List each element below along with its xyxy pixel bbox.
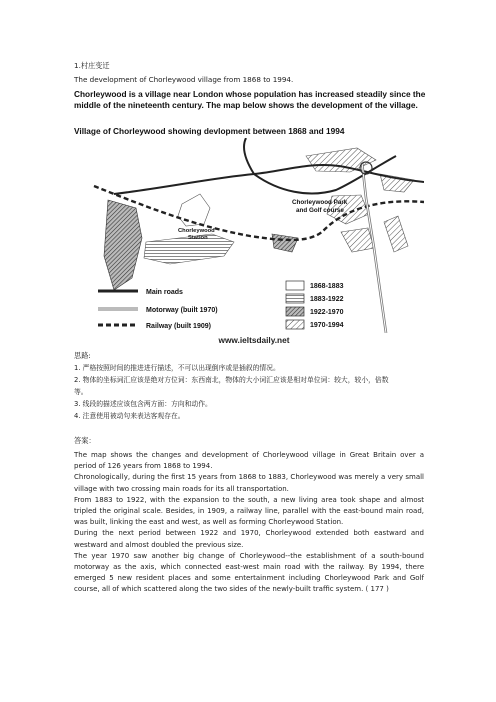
area-1922-1970-east: [272, 234, 298, 252]
legend-main-roads: Main roads: [146, 289, 183, 296]
main-road-east-west: [114, 165, 424, 194]
answer-body: [74, 450, 424, 596]
legend-1868-1883: 1868-1883: [310, 283, 344, 290]
legend-1883-1922: 1883-1922: [310, 296, 344, 303]
approach-label: 思路:: [74, 351, 91, 360]
legend-1970-1994: 1970-1994: [310, 322, 344, 329]
railway-line: [94, 186, 424, 240]
area-1970-1994-south: [341, 228, 374, 252]
task-intro: The development of Chorleywood village from 1868 to 1994.: [74, 75, 294, 84]
answer-paragraph: The year 1970 saw another big change of Chorleywood--the establishment of a south-bound motorway as the axis, which connected east-west main road with the railway. By 1994, there emerged 5 new resident places and some entertainment including Chorleywood Park and Golf course, all of which scattered along the two sides of the newly-built traffic system. ( 177 ): [74, 551, 424, 594]
park-label-line1: Chorleywood Park: [292, 199, 348, 206]
approach-step-2-cont: 等。: [74, 388, 88, 396]
station-label-line2: Station: [188, 235, 208, 241]
main-road-north: [244, 138, 254, 174]
approach-step-4: 4. 注意使用被动句来表达客观存在。: [74, 412, 185, 420]
figure-title: Village of Chorleywood showing devlopment between 1868 and 1994: [74, 126, 345, 136]
approach-step-3: 3. 线段的描述应该包含两方面：方向和动作。: [74, 400, 212, 408]
website-url: www.ieltsdaily.net: [218, 335, 290, 345]
area-1970-1994-southeast: [384, 216, 408, 252]
legend-1922-1970-swatch: [286, 307, 304, 316]
area-1922-1970-west: [104, 200, 142, 290]
legend-1868-1883-swatch: [286, 281, 304, 290]
answer-paragraph: During the next period between 1922 and 1970, Chorleywood extended both eastward and westward and almost doubled the previous size.: [74, 529, 424, 549]
approach-step-2: 2. 物体的坐标词汇应该是绝对方位词：东西南北，物体的大小词汇应该是相对单位词：较大，较小，倍数: [74, 376, 389, 384]
legend-1883-1922-swatch: [286, 294, 304, 303]
approach-step-1: 1. 严格按照时间的推进进行描述，不可以出现倒序或是插叙的情况。: [74, 364, 280, 372]
answer-paragraph: The map shows the changes and development of Chorleywood village in Great Britain over a period of 126 years from 1868 to 1994.: [74, 451, 424, 471]
legend-motorway: Motorway (built 1970): [146, 307, 218, 314]
legend-1922-1970: 1922-1970: [310, 309, 344, 316]
answer-label: 答案：: [74, 436, 96, 445]
legend-1970-1994-swatch: [286, 320, 304, 329]
area-1868-1883-core: [178, 194, 210, 226]
area-1970-1994-north: [306, 148, 376, 172]
legend-railway: Railway (built 1909): [146, 323, 211, 330]
answer-paragraph: From 1883 to 1922, with the expansion to the south, a new living area took shape and almost tripled the original scale. Besides, in 1909, a railway line, parallel with the east-bound main road, was built, linking the east and west, as well as forming Chorleywood Station.: [74, 495, 424, 527]
figure-intro: Chorleywood is a village near London whose population has increased steadily since the middle of the nineteenth century. The map below shows the development of the village.: [74, 89, 426, 110]
park-label-line2: and Golf course: [296, 207, 344, 214]
answer-paragraph: Chronologically, during the first 15 years from 1868 to 1883, Chorleywood was merely a very small village with two crossing main roads for its all transportation.: [74, 473, 424, 493]
section-heading: 1.村庄变迁: [74, 61, 110, 70]
station-label-line1: Chorleywood: [178, 228, 215, 234]
chorleywood-map: [74, 138, 424, 333]
